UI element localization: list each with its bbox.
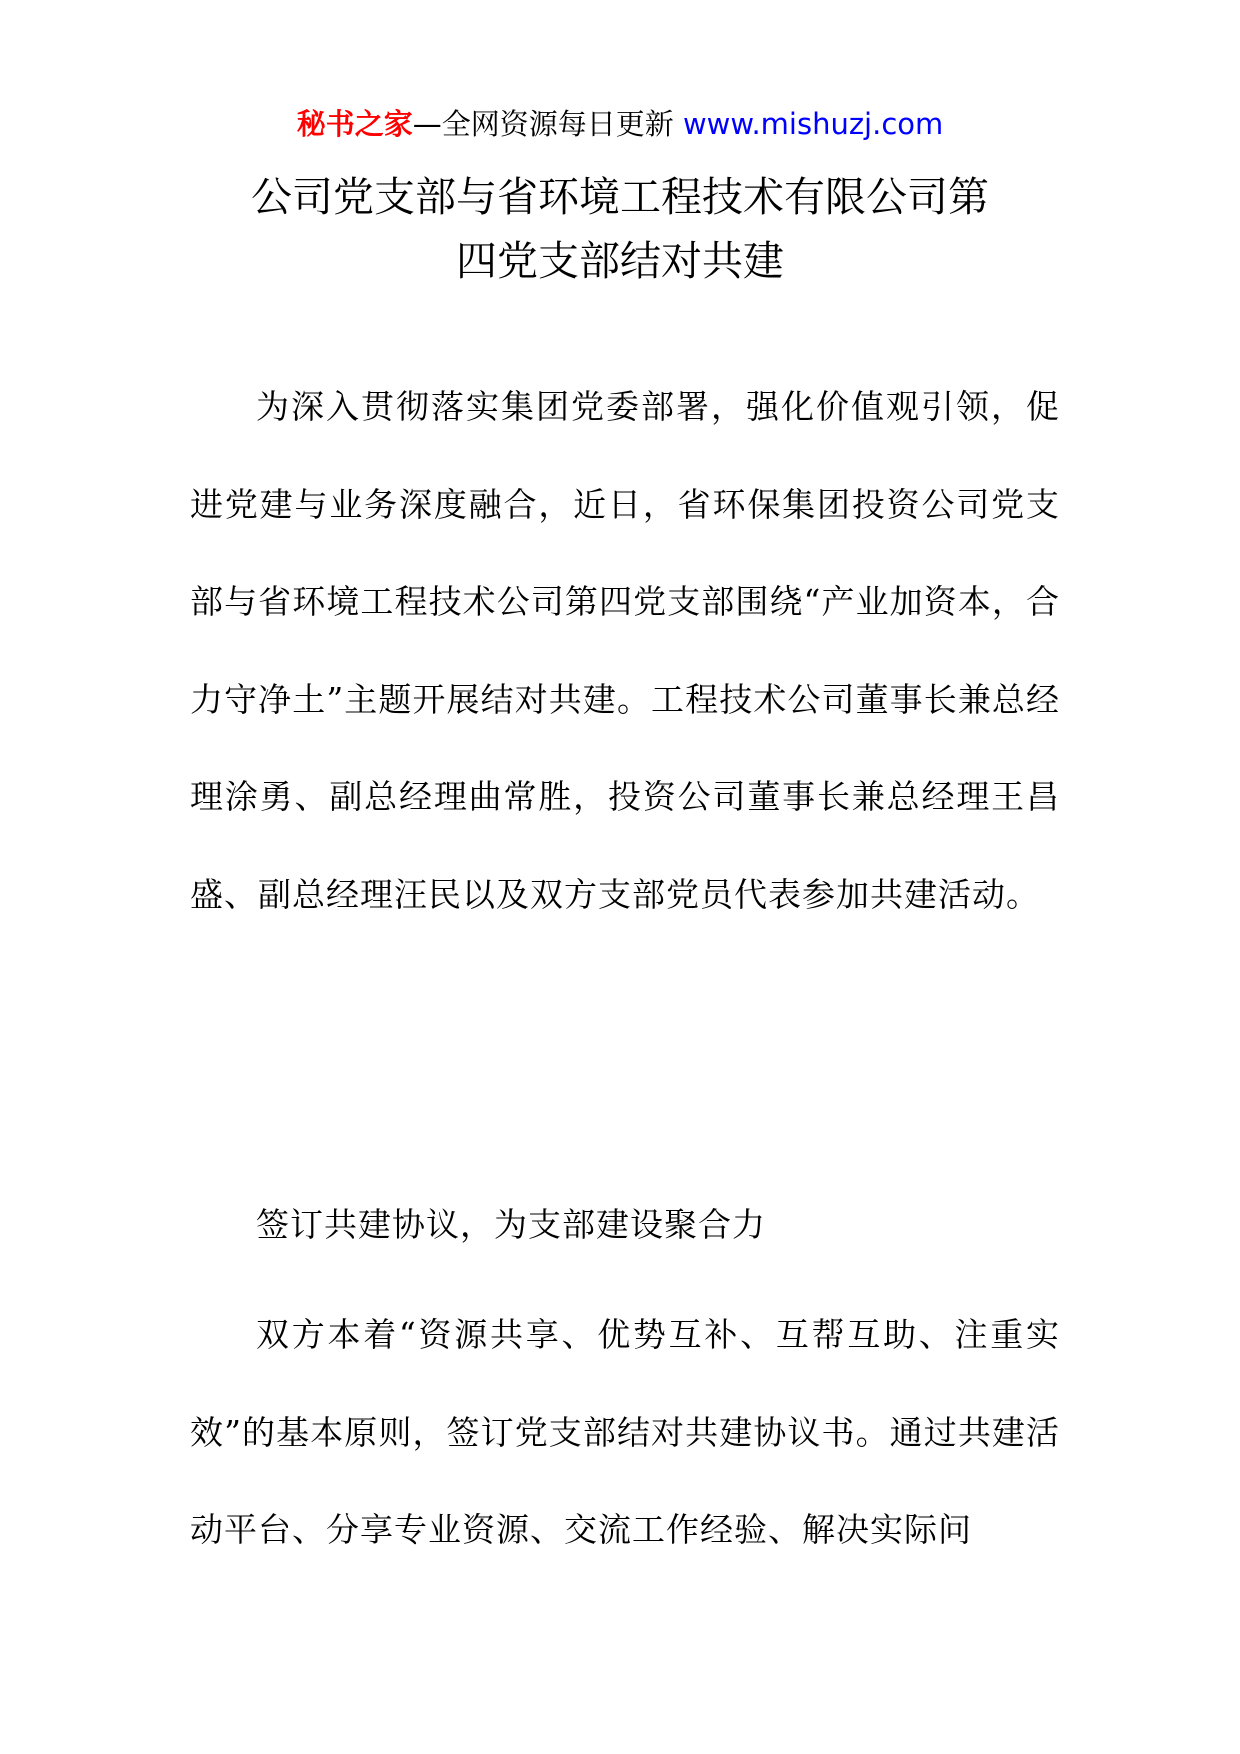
site-url-link[interactable]: www.mishuzj.com bbox=[682, 107, 944, 141]
body-paragraph-agreement: 双方本着“资源共享、优势互补、互帮互助、注重实效”的基本原则，签订党支部结对共建协议书。通过共建活动平台、分享专业资源、交流工作经验、解决实际问 bbox=[190, 1315, 1060, 1549]
site-brand: 秘书之家 bbox=[296, 107, 413, 141]
site-header bbox=[0, 104, 1240, 144]
title-line-2: 四党支部结对共建 bbox=[456, 237, 784, 285]
body-paragraph-intro: 为深入贯彻落实集团党委部署，强化价值观引领，促进党建与业务深度融合，近日，省环保集团投资公司党支部与省环境工程技术公司第四党支部围绕“产业加资本，合力守净土”主题开展结对共建。工程技术公司董事长兼总经理涂勇、副总经理曲常胜，投资公司董事长兼总经理王昌盛、副总经理汪民以及双方支部党员代表参加共建活动。 bbox=[190, 387, 1060, 914]
section-heading: 签订共建协议，为支部建设聚合力 bbox=[256, 1205, 766, 1244]
document-title bbox=[150, 165, 1090, 293]
site-slogan: —全网资源每日更新 bbox=[412, 107, 674, 141]
title-line-1: 公司党支部与省环境工程技术有限公司第 bbox=[251, 173, 989, 221]
